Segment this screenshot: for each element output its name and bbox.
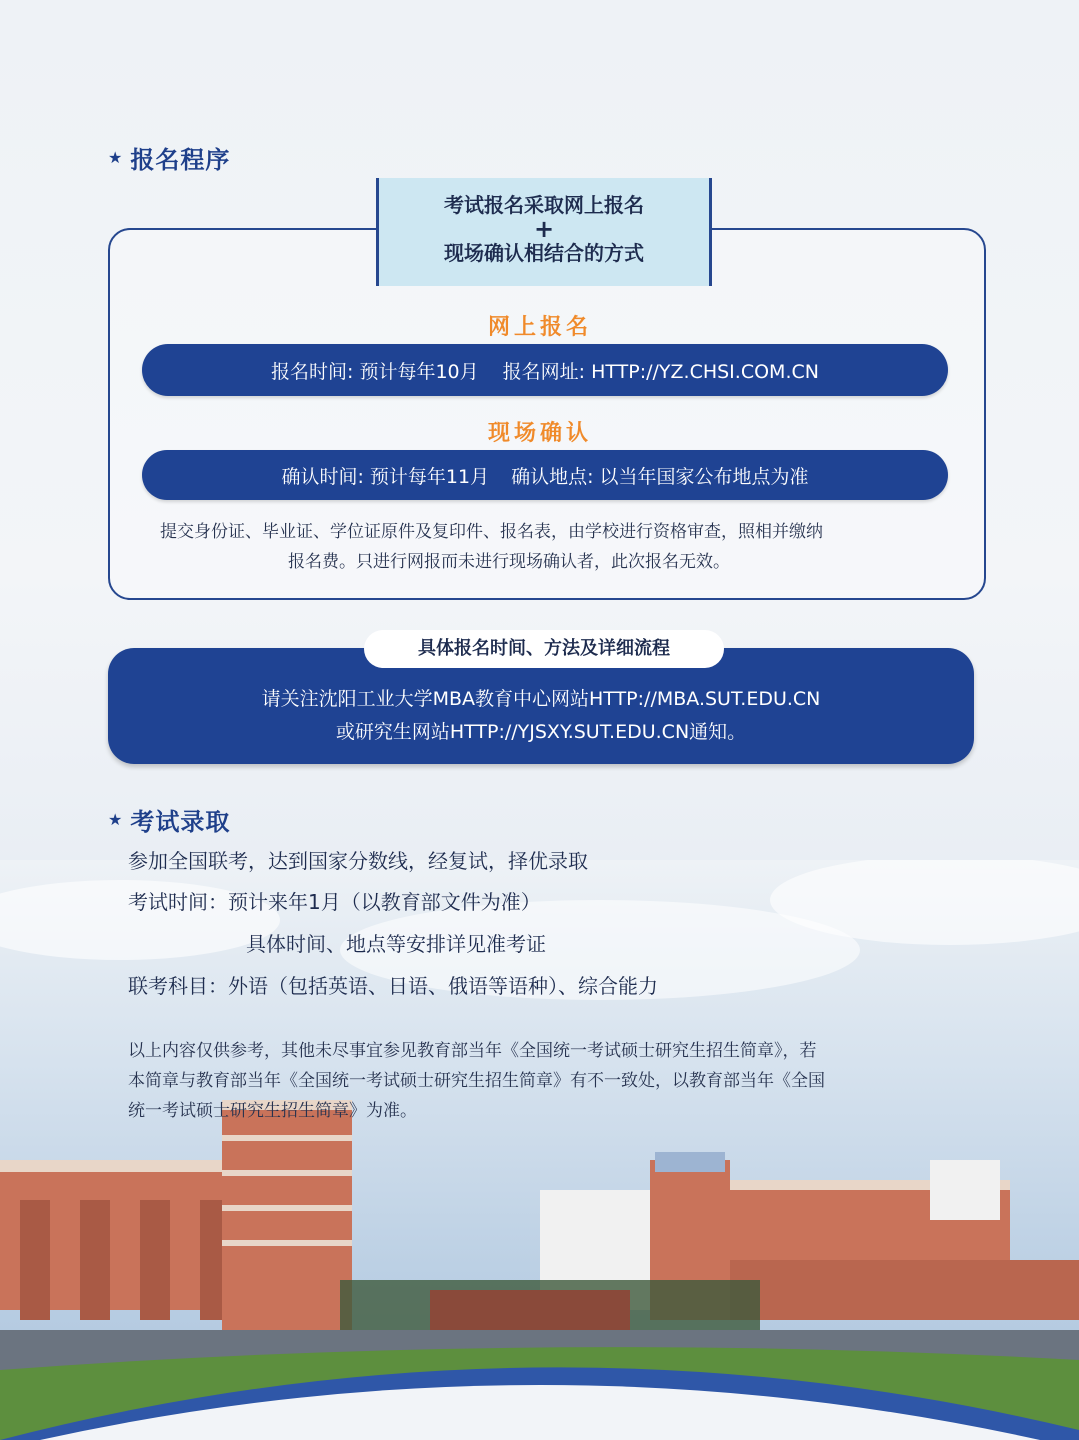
online-url: 报名网址: HTTP://YZ.CHSI.COM.CN (502, 360, 819, 383)
star-icon: ★ (108, 810, 123, 829)
section-title-admission: ★ 考试录取 (108, 808, 231, 836)
section-title-registration: ★ 报名程序 (108, 146, 231, 174)
details-tab: 具体报名时间、方法及详细流程 (364, 630, 724, 668)
onsite-time: 确认时间: 预计每年11月 (281, 465, 490, 488)
online-info-pill (142, 344, 948, 396)
details-line1: 请关注沈阳工业大学MBA教育中心网站HTTP://MBA.SUT.EDU.CN (261, 688, 821, 710)
online-heading: 网上报名 (487, 315, 592, 340)
onsite-heading: 现场确认 (487, 421, 592, 446)
disclaimer-note: 以上内容仅供参考，其他未尽事宜参见教育部当年《全国统一考试硕士研究生招生简章》，若 本简章与教育部当年《全国统一考试硕士研究生招生简章》有不一致处，以教育部当年《全国 统一考试硕士研究生招生简章》为准。 (128, 1041, 825, 1121)
admission-line4: 联考科目：外语（包括英语、日语、俄语等语种）、综合能力 (128, 974, 658, 998)
registration-header-box (376, 178, 712, 286)
header-line2: 现场确认相结合的方式 (444, 241, 644, 265)
header-line1: 考试报名采取网上报名 (444, 193, 644, 217)
admission-line1: 参加全国联考，达到国家分数线，经复试，择优录取 (128, 849, 588, 873)
online-time: 报名时间: 预计每年10月 (271, 360, 479, 383)
admission-line3: 具体时间、地点等安排详见准考证 (246, 932, 546, 956)
plus-sign: + (533, 215, 555, 243)
onsite-info-pill (142, 450, 948, 500)
star-icon: ★ (108, 148, 123, 167)
details-line2: 或研究生网站HTTP://YJSXY.SUT.EDU.CN通知。 (335, 721, 747, 743)
onsite-note: 提交身份证、毕业证、学位证原件及复印件、报名表，由学校进行资格审查，照相并缴纳 报名费。只进行网报而未进行现场确认者，此次报名无效。 (160, 522, 823, 572)
onsite-place: 确认地点: 以当年国家公布地点为准 (511, 465, 809, 488)
admission-line2: 考试时间：预计来年1月（以教育部文件为准） (128, 890, 541, 914)
